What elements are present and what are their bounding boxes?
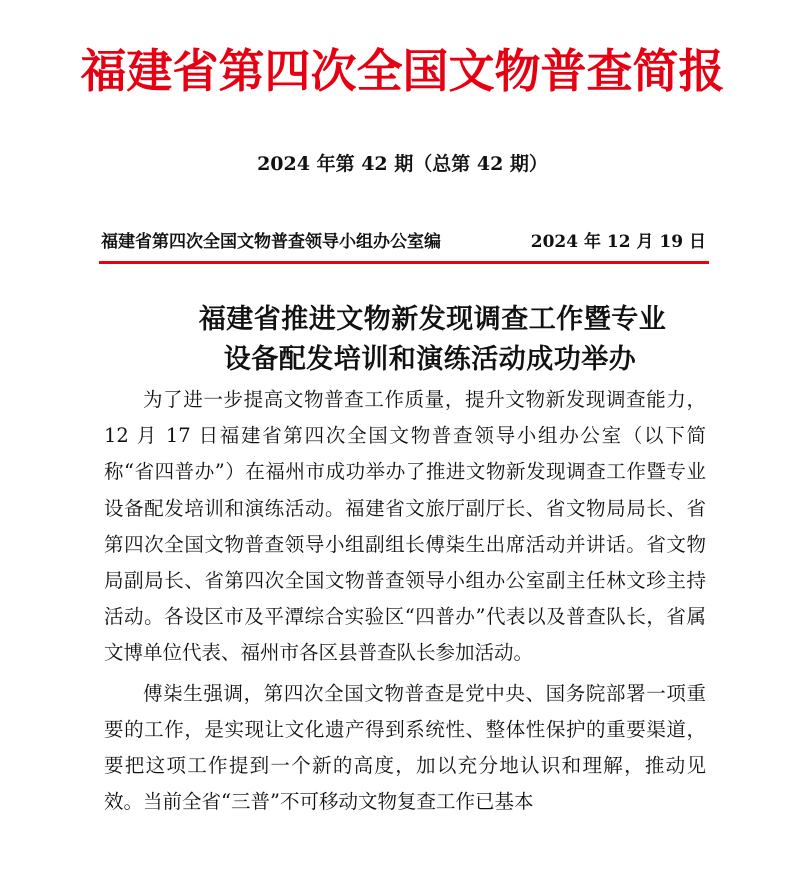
issue-number: 2024 年第 42 期（总第 42 期） [257, 153, 548, 175]
article-paragraph-1: 为了进一步提高文物普查工作质量，提升文物新发现调查能力，12 月 17 日福建省第四次全国文物普查领导小组办公室（以下简称“省四普办”）在福州市成功举办了推进文物新发现调查工作暨专业设备配发培训和演练活动。福建省文旅厅副厅长、省文物局局长、省第四次全国文物普查领导小组副组长傅柒生出席活动并讲话。省文物局副局长、省第四次全国文物普查领导小组办公室副主任林文珍主持活动。各设区市及平潭综合实验区“四普办”代表以及普查队长，省属文博单位代表、福州市各区县普查队长参加活动。 [104, 388, 706, 665]
article-title [0, 300, 805, 380]
red-divider-rule [99, 261, 709, 264]
bulletin-masthead: 福建省第四次全国文物普查简报 [80, 44, 725, 98]
editor-line [101, 229, 706, 255]
article-title-line-2: 设备配发培训和演练活动成功举办 [223, 344, 637, 375]
article-title-line-1: 福建省推进文物新发现调查工作暨专业 [198, 304, 667, 335]
editor-org: 福建省第四次全国文物普查领导小组办公室编 [101, 232, 441, 252]
article-body [104, 382, 706, 824]
issue-date: 2024 年 12 月 19 日 [530, 232, 706, 252]
article-paragraph-2: 傅柒生强调，第四次全国文物普查是党中央、国务院部署一项重要的工作，是实现让文化遗产得到系统性、整体性保护的重要渠道，要把这项工作提到一个新的高度，加以充分地认识和理解，推动见效。当前全省“三普”不可移动文物复查工作已基本 [104, 681, 706, 814]
